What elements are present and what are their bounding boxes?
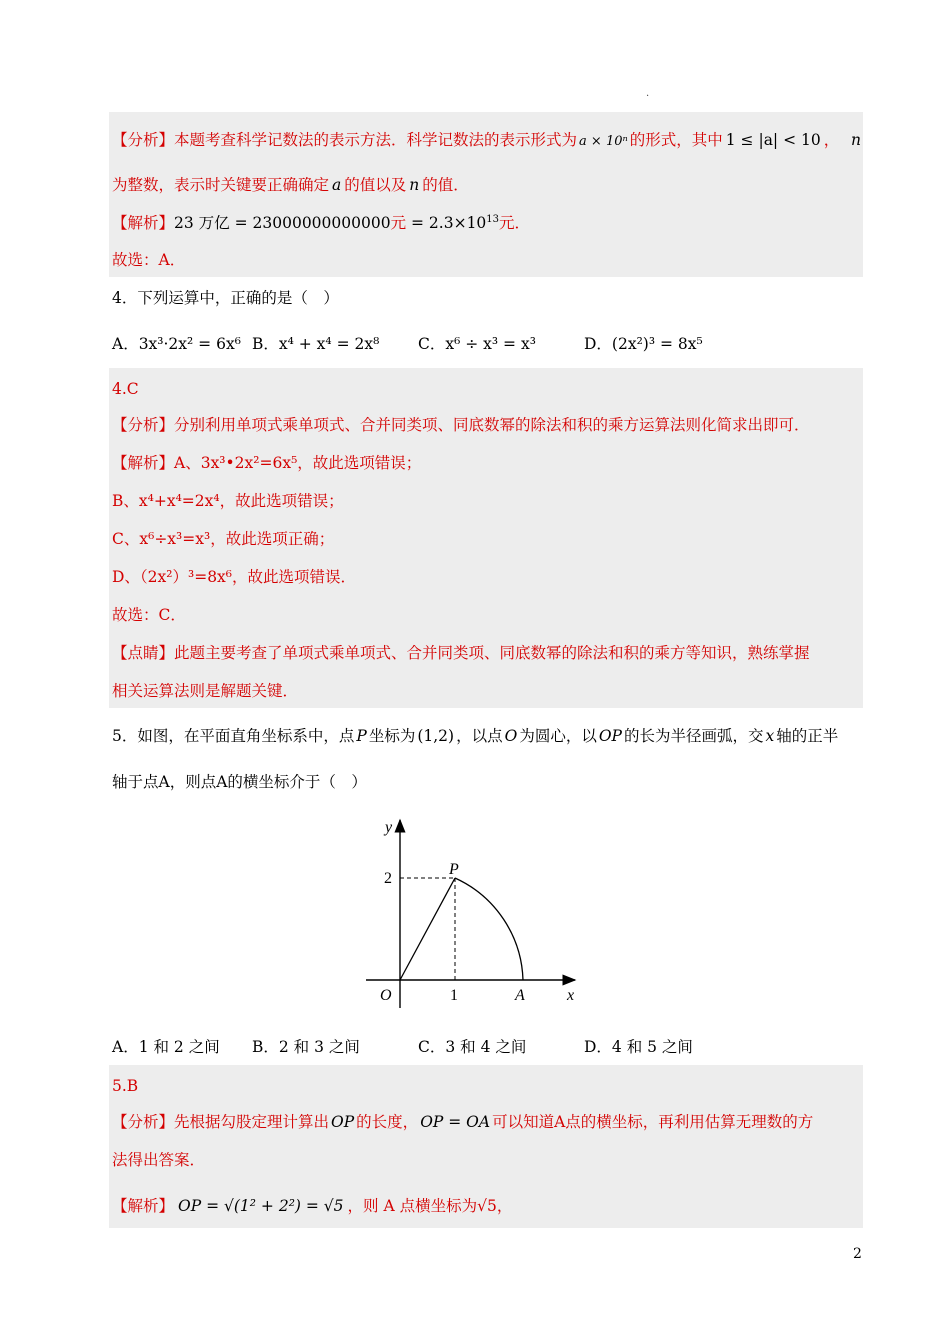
q3-solution-text-d: 元． (499, 214, 531, 232)
q5-analysis-eq: OP = OA (420, 1113, 491, 1131)
q5-option-d: D．4 和 5 之间 (584, 1038, 693, 1056)
q3-solution-tag: 【解析】 (112, 214, 175, 232)
q4-solution-tag: 【解析】 (112, 454, 175, 472)
label-x: x (567, 987, 575, 1004)
q3-analysis-line1 (112, 130, 839, 152)
q5-solution-line (112, 1196, 512, 1216)
q5-analysis-line1 (112, 1112, 813, 1132)
q4-solution-c: C、x⁶÷x³=x³，故此选项正确； (112, 530, 335, 548)
q4-analysis (112, 415, 810, 435)
q5-solution-tag: 【解析】 (112, 1197, 175, 1215)
q4-solution-a-text: A、3x³•2x²=6x⁵，故此选项错误； (174, 454, 422, 472)
page-dot: . (646, 88, 650, 99)
q3-solution-exp: 13 (486, 214, 500, 225)
q3-analysis-text6: 的值． (422, 176, 469, 194)
q5-option-c: C．3 和 4 之间 (418, 1038, 527, 1056)
q3-analysis-tag: 【分析】 (112, 131, 175, 149)
q5-stem-text5: 的长为半径画弧，交 (623, 727, 764, 745)
q4-comment-line1 (112, 643, 810, 663)
q5-stem-p: P (356, 727, 367, 745)
q4-comment-line2: 相关运算法则是解题关键． (112, 682, 299, 700)
q5-stem-text3: ，以点 (456, 727, 503, 745)
q5-option-b: B．2 和 3 之间 (252, 1038, 360, 1056)
q5-stem-op: OP (598, 727, 622, 745)
q5-stem-coord: (1,2) (417, 727, 455, 745)
q4-comment-text1: 此题主要考查了单项式乘单项式、合并同类项、同底数幂的除法和积的乘方等知识，熟练掌握 (174, 644, 810, 662)
q4-option-d: D．(2x²)³ = 8x⁵ (584, 335, 703, 353)
q5-stem-o: O (504, 727, 518, 745)
label-a: A (515, 987, 525, 1004)
q5-stem-line1 (112, 726, 838, 746)
q3-analysis-text3: ， (823, 131, 840, 149)
q3-solution-text-c: = 2.3×10 (406, 214, 487, 232)
q3-analysis-var-n2: n (409, 176, 420, 194)
label-y: y (385, 819, 393, 836)
q5-coordinate-figure (360, 812, 592, 1008)
q3-analysis-formula1: a × 10ⁿ (579, 134, 628, 149)
q4-solution-a (112, 453, 421, 473)
q5-analysis-tag: 【分析】 (112, 1113, 175, 1131)
q5-analysis-op: OP (331, 1113, 355, 1131)
q3-analysis-text2: 的形式，其中 (629, 131, 723, 149)
q5-analysis-text1: 先根据勾股定理计算出 (174, 1113, 330, 1131)
q4-option-b: B．x⁴ + x⁴ = 2x⁸ (252, 335, 380, 353)
q3-analysis-formula2: 1 ≤ |a| < 10 (725, 131, 821, 149)
label-p: P (449, 861, 459, 878)
q5-analysis-line2: 法得出答案． (112, 1151, 206, 1169)
q4-solution-d: D、（2x²）³=8x⁶，故此选项错误． (112, 568, 357, 586)
q3-solution-text-b: 元 (390, 214, 407, 232)
segment-op (400, 878, 455, 980)
q3-analysis-line2 (112, 175, 469, 195)
q5-answer: 5.B (112, 1077, 139, 1095)
tick-x-1: 1 (450, 987, 458, 1004)
q5-stem-text1: 5．如图，在平面直角坐标系中，点 (112, 727, 355, 745)
q4-option-c: C．x⁶ ÷ x³ = x³ (418, 335, 536, 353)
arc-pa (455, 878, 523, 980)
q4-option-a: A．3x³·2x² = 6x⁶ (112, 335, 241, 353)
q4-comment-tag: 【点睛】 (112, 644, 175, 662)
page-number: 2 (853, 1246, 862, 1262)
q5-solution-text: ，则 A 点横坐标为√5， (347, 1197, 513, 1215)
q5-analysis-text3: 可以知道A点的横坐标，再利用估算无理数的方 (492, 1113, 814, 1131)
q5-stem-text6: 轴的正半 (776, 727, 839, 745)
label-origin: O (380, 987, 392, 1004)
q4-stem: 4．下列运算中，正确的是（ ） (112, 289, 339, 307)
tick-y-2: 2 (384, 870, 392, 887)
q5-solution-formula: OP = √(1² + 2²) = √5 (178, 1197, 344, 1215)
q3-analysis-text1: 本题考查科学记数法的表示方法．科学记数法的表示形式为 (174, 131, 578, 149)
q4-choose: 故选：C． (112, 606, 186, 624)
q3-solution-line (112, 213, 530, 233)
q3-solution-text-a: 23 万亿 = 23000000000000 (174, 214, 391, 232)
q3-analysis-text4: 为整数，表示时关键要正确确定 (112, 176, 330, 194)
q5-analysis-text2: 的长度， (356, 1113, 419, 1131)
q3-analysis-text5: 的值以及 (344, 176, 407, 194)
q4-analysis-tag: 【分析】 (112, 416, 175, 434)
q5-option-a: A．1 和 2 之间 (112, 1038, 220, 1056)
q5-stem-text2: 坐标为 (368, 727, 416, 745)
q5-stem-text4: 为圆心，以 (519, 727, 597, 745)
q3-analysis-var-n: n (851, 131, 861, 149)
q5-stem-line2: 轴于点A，则点A的横坐标介于（ ） (112, 773, 367, 791)
q4-analysis-text: 分别利用单项式乘单项式、合并同类项、同底数幂的除法和积的乘方运算法则化简求出即可． (174, 416, 810, 434)
q4-solution-b: B、x⁴+x⁴=2x⁴，故此选项错误； (112, 492, 344, 510)
q3-analysis-var-a: a (332, 176, 342, 194)
q4-answer: 4.C (112, 380, 139, 398)
q3-choose: 故选：A． (112, 251, 186, 269)
q5-stem-x: x (765, 727, 775, 745)
